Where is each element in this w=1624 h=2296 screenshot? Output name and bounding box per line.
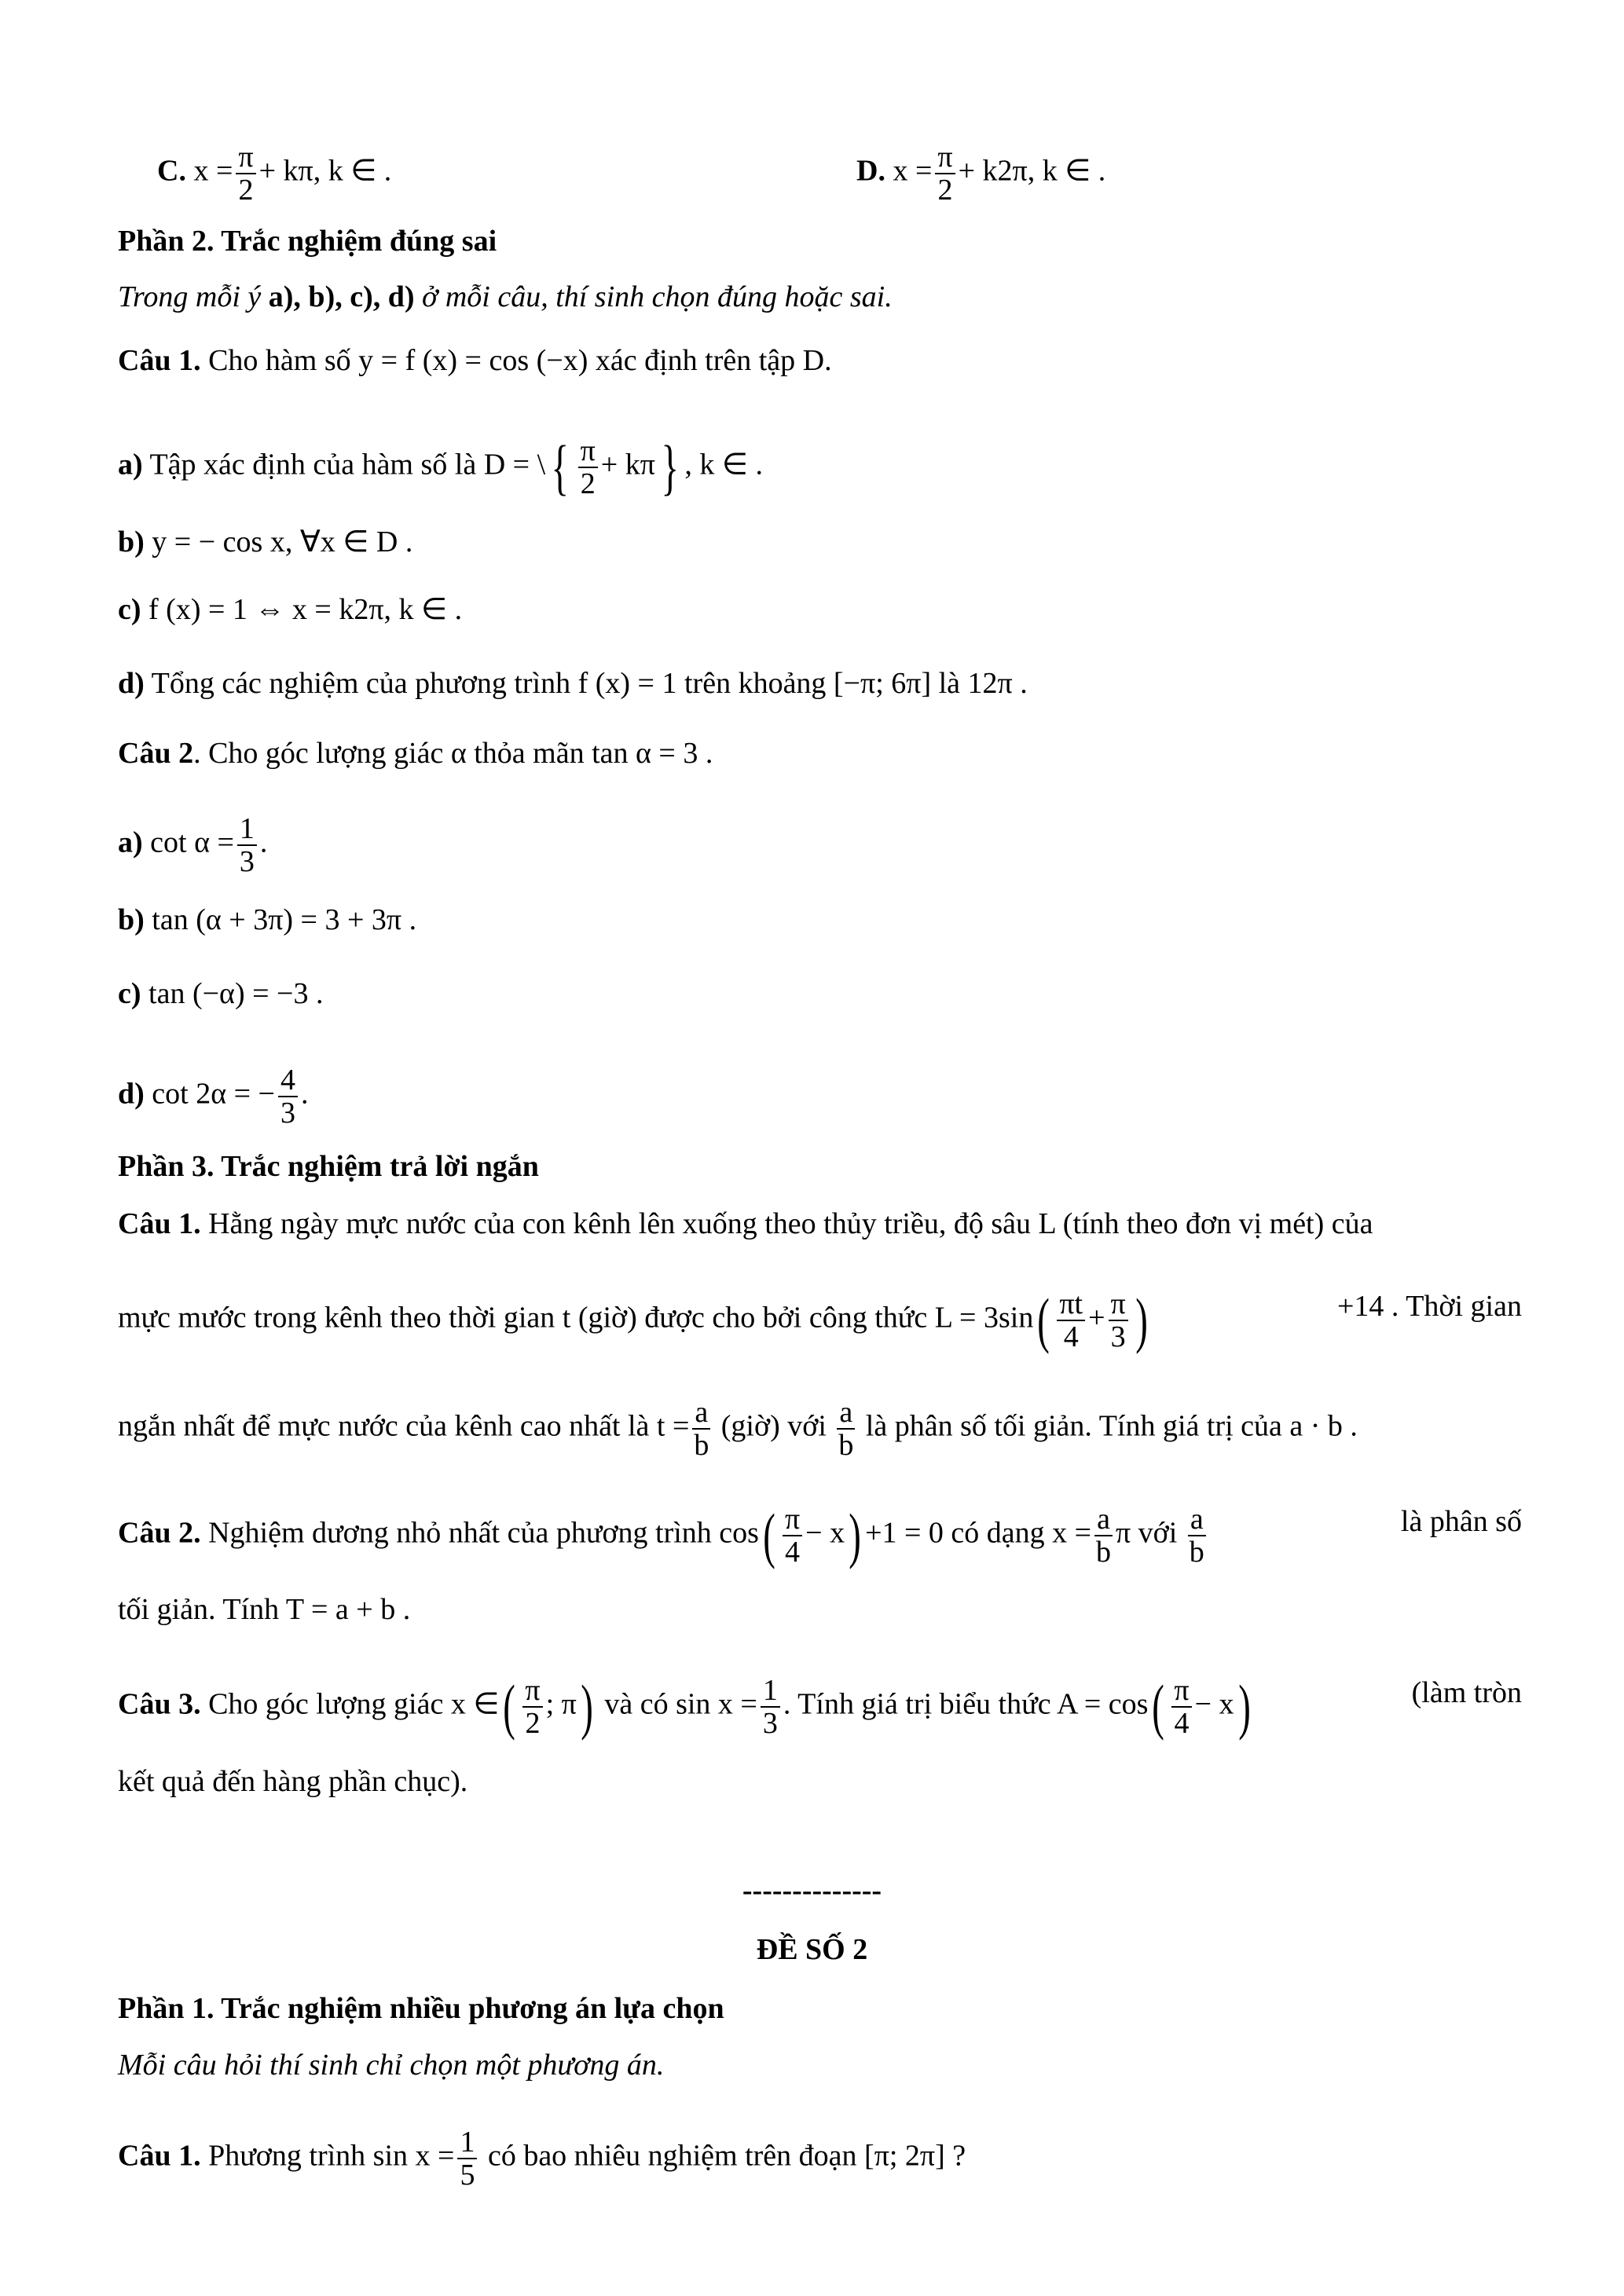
text: +14 . Thời gian bbox=[1336, 1290, 1522, 1323]
p2-q2-a bbox=[118, 813, 267, 877]
denominator: b bbox=[1096, 1536, 1112, 1569]
fraction bbox=[761, 1675, 780, 1739]
text: ở mỗi câu, thí sinh chọn đúng hoặc sai. bbox=[414, 280, 893, 313]
denominator: b bbox=[694, 1429, 709, 1462]
numerator: π bbox=[783, 1503, 802, 1536]
brace-open: { bbox=[551, 433, 570, 501]
numerator: π bbox=[935, 141, 955, 174]
fraction bbox=[236, 141, 255, 206]
text bbox=[118, 1206, 1373, 1242]
p2-question-2 bbox=[118, 735, 713, 771]
text: π với bbox=[1115, 1516, 1185, 1550]
exam-2-title bbox=[0, 1932, 1624, 1968]
fraction bbox=[1188, 1503, 1206, 1568]
numerator: 1 bbox=[761, 1675, 780, 1708]
item-text: f (x) = 1 ⇔ x = k2π, k ∈ . bbox=[141, 593, 463, 626]
fraction bbox=[783, 1503, 802, 1568]
text: Phương trình sin x = bbox=[200, 2139, 455, 2173]
p2-q2-d bbox=[118, 1064, 309, 1129]
fraction bbox=[1109, 1288, 1128, 1353]
part2-heading bbox=[118, 223, 497, 259]
option-label: D. bbox=[856, 154, 885, 188]
item-text: cot α = bbox=[142, 826, 234, 859]
text: mực mước trong kênh theo thời gian t (giờ) được cho bởi công thức L = 3sin bbox=[118, 1301, 1034, 1335]
denominator: 3 bbox=[762, 1707, 778, 1740]
item-text: tan (α + 3π) = 3 + 3π . bbox=[144, 903, 417, 936]
separator bbox=[0, 1873, 1624, 1909]
numerator: 4 bbox=[278, 1064, 298, 1097]
p3-q1-line1 bbox=[118, 1206, 1522, 1242]
paren-close: ) bbox=[849, 1501, 861, 1569]
p2-q1-d bbox=[118, 665, 1028, 701]
fraction bbox=[837, 1397, 855, 1461]
text: ngắn nhất để mực nước của kênh cao nhất là t = bbox=[118, 1409, 690, 1443]
text: Trong mỗi ý bbox=[118, 280, 269, 313]
item-label: a) bbox=[118, 448, 143, 482]
numerator: π bbox=[1109, 1288, 1128, 1321]
numerator: π bbox=[522, 1675, 542, 1708]
math: . bbox=[259, 826, 268, 859]
p2-q2-b bbox=[118, 902, 416, 938]
exam2-part1-instructions bbox=[118, 2047, 664, 2083]
math: x = bbox=[893, 154, 933, 188]
brace-close: } bbox=[661, 433, 679, 501]
p2-q2-c bbox=[118, 976, 323, 1012]
option-d bbox=[856, 141, 1105, 206]
fraction bbox=[237, 813, 257, 877]
denominator: 4 bbox=[785, 1536, 801, 1569]
fraction bbox=[692, 1397, 710, 1461]
paren-close: ) bbox=[581, 1672, 593, 1741]
p3-q1-line2: mực mước trong kênh theo thời gian t (giờ) được cho bởi công thức L = 3sin( $\frac{\pi t}{4}$ + $\frac{\pi}{3}$ ) +14 . Thời gian bbox=[118, 1286, 1522, 1354]
math: − x bbox=[805, 1516, 845, 1550]
question-label: Câu 3. bbox=[118, 1687, 201, 1721]
heading: Phần 3. Trắc nghiệm trả lời ngắn bbox=[118, 1150, 539, 1183]
p3-q2-line2 bbox=[118, 1591, 410, 1628]
numerator: a bbox=[1188, 1503, 1206, 1536]
paren-open: ( bbox=[503, 1672, 516, 1741]
denominator: 2 bbox=[525, 1707, 541, 1740]
item-label: b) bbox=[118, 525, 145, 558]
numerator: πt bbox=[1057, 1288, 1085, 1321]
numerator: π bbox=[236, 141, 255, 174]
text: có bao nhiêu nghiệm trên đoạn [π; 2π] ? bbox=[480, 2139, 966, 2173]
text: . Tính giá trị biểu thức A = cos bbox=[783, 1687, 1149, 1721]
math: + kπ, k ∈ . bbox=[258, 154, 392, 188]
math: . bbox=[301, 1077, 309, 1111]
question-label: Câu 1. bbox=[118, 1207, 201, 1240]
exam2-part1-heading bbox=[118, 1990, 724, 2027]
item-label: d) bbox=[118, 1077, 145, 1111]
fraction bbox=[1057, 1288, 1085, 1353]
title: ĐỀ SỐ 2 bbox=[756, 1933, 868, 1966]
math: ; π bbox=[545, 1687, 577, 1721]
item-text: Tập xác định của hàm số là D = \ bbox=[142, 448, 546, 482]
numerator: a bbox=[837, 1397, 855, 1430]
paren-close: ) bbox=[1135, 1286, 1148, 1354]
item-label: b) bbox=[118, 903, 145, 936]
p2-q1-a bbox=[118, 435, 763, 500]
separator-text: -------------- bbox=[742, 1874, 882, 1907]
fraction bbox=[522, 1675, 542, 1739]
question-text: Cho hàm số y = f (x) = cos (−x) xác định trên tập D. bbox=[200, 344, 832, 377]
paren-open: ( bbox=[1037, 1286, 1050, 1354]
fraction bbox=[578, 435, 598, 500]
text: và có sin x = bbox=[596, 1687, 757, 1721]
denominator: 4 bbox=[1174, 1707, 1190, 1740]
denominator: 2 bbox=[580, 467, 596, 500]
p3-q2-line1 bbox=[118, 1503, 1522, 1568]
item-text: Tổng các nghiệm của phương trình f (x) = 1 trên khoảng [−π; 6π] là 12π . bbox=[144, 667, 1028, 700]
item-label: c) bbox=[118, 977, 141, 1010]
denominator: 2 bbox=[238, 174, 254, 207]
option-c bbox=[157, 141, 391, 206]
math: + k2π, k ∈ . bbox=[958, 154, 1106, 188]
paren-open: ( bbox=[1152, 1672, 1165, 1741]
fraction bbox=[935, 141, 955, 206]
part3-heading bbox=[118, 1148, 539, 1185]
heading: Phần 1. Trắc nghiệm nhiều phương án lựa chọn bbox=[118, 1992, 724, 2025]
paren-close: ) bbox=[1237, 1672, 1251, 1741]
text: tối giản. Tính T = a + b . bbox=[118, 1593, 411, 1626]
fraction bbox=[1171, 1675, 1191, 1739]
item-label: c) bbox=[118, 593, 141, 626]
numerator: 1 bbox=[457, 2126, 477, 2159]
question-text: . Cho góc lượng giác α thỏa mãn tan α = 3 . bbox=[193, 737, 713, 770]
math: , k ∈ . bbox=[684, 448, 763, 482]
denominator: 2 bbox=[937, 174, 953, 207]
item-label: d) bbox=[118, 667, 145, 700]
item-text: cot 2α = − bbox=[144, 1077, 275, 1111]
text: là phân số bbox=[1400, 1505, 1522, 1538]
text: (làm tròn bbox=[1411, 1676, 1522, 1709]
denominator: b bbox=[838, 1429, 854, 1462]
denominator: 4 bbox=[1063, 1320, 1079, 1353]
exam2-question-1 bbox=[118, 2126, 966, 2191]
p3-q1-line3 bbox=[118, 1397, 1358, 1461]
question-label: Câu 1. bbox=[118, 344, 201, 377]
question-text: Hằng ngày mực nước của con kênh lên xuống theo thủy triều, độ sâu L (tính theo đơn vị mét) của bbox=[200, 1207, 1373, 1240]
text: a), b), c), d) bbox=[268, 280, 415, 313]
option-label: C. bbox=[157, 154, 186, 188]
text: là phân số tối giản. Tính giá trị của a · b . bbox=[858, 1409, 1358, 1443]
fraction bbox=[457, 2126, 477, 2191]
fraction bbox=[1094, 1503, 1113, 1568]
math: + kπ bbox=[600, 448, 655, 482]
denominator: 3 bbox=[1110, 1320, 1126, 1353]
p3-q3-line2 bbox=[118, 1763, 467, 1800]
p2-q1-c bbox=[118, 591, 462, 628]
denominator: 3 bbox=[280, 1097, 295, 1130]
denominator: 5 bbox=[460, 2159, 475, 2192]
p2-q1-b bbox=[118, 524, 412, 560]
text: Cho góc lượng giác x ∈ bbox=[200, 1687, 500, 1721]
text: Nghiệm dương nhỏ nhất của phương trình cos bbox=[200, 1516, 759, 1550]
fraction bbox=[278, 1064, 298, 1129]
item-text: y = − cos x, ∀x ∈ D . bbox=[144, 525, 413, 558]
question-label: Câu 2. bbox=[118, 1516, 201, 1550]
question-label: Câu 2 bbox=[118, 737, 194, 770]
numerator: π bbox=[578, 435, 598, 468]
text: Mỗi câu hỏi thí sinh chỉ chọn một phương án. bbox=[118, 2049, 665, 2082]
text: kết quả đến hàng phần chục). bbox=[118, 1765, 468, 1798]
item-label: a) bbox=[118, 826, 143, 859]
numerator: π bbox=[1171, 1675, 1191, 1708]
text: +1 = 0 có dạng x = bbox=[865, 1516, 1092, 1550]
part2-instructions bbox=[118, 279, 893, 315]
denominator: b bbox=[1189, 1536, 1204, 1569]
numerator: a bbox=[692, 1397, 710, 1430]
numerator: 1 bbox=[237, 813, 257, 846]
denominator: 3 bbox=[239, 845, 255, 878]
question-label: Câu 1. bbox=[118, 2139, 201, 2173]
text: (giờ) với bbox=[713, 1409, 834, 1443]
heading: Phần 2. Trắc nghiệm đúng sai bbox=[118, 225, 497, 258]
math: − x bbox=[1194, 1687, 1234, 1721]
item-text: tan (−α) = −3 . bbox=[141, 977, 324, 1010]
numerator: a bbox=[1094, 1503, 1113, 1536]
math: x = bbox=[193, 154, 233, 188]
paren-open: ( bbox=[763, 1501, 775, 1569]
p3-q3-line1 bbox=[118, 1672, 1522, 1741]
p2-question-1 bbox=[118, 342, 832, 379]
